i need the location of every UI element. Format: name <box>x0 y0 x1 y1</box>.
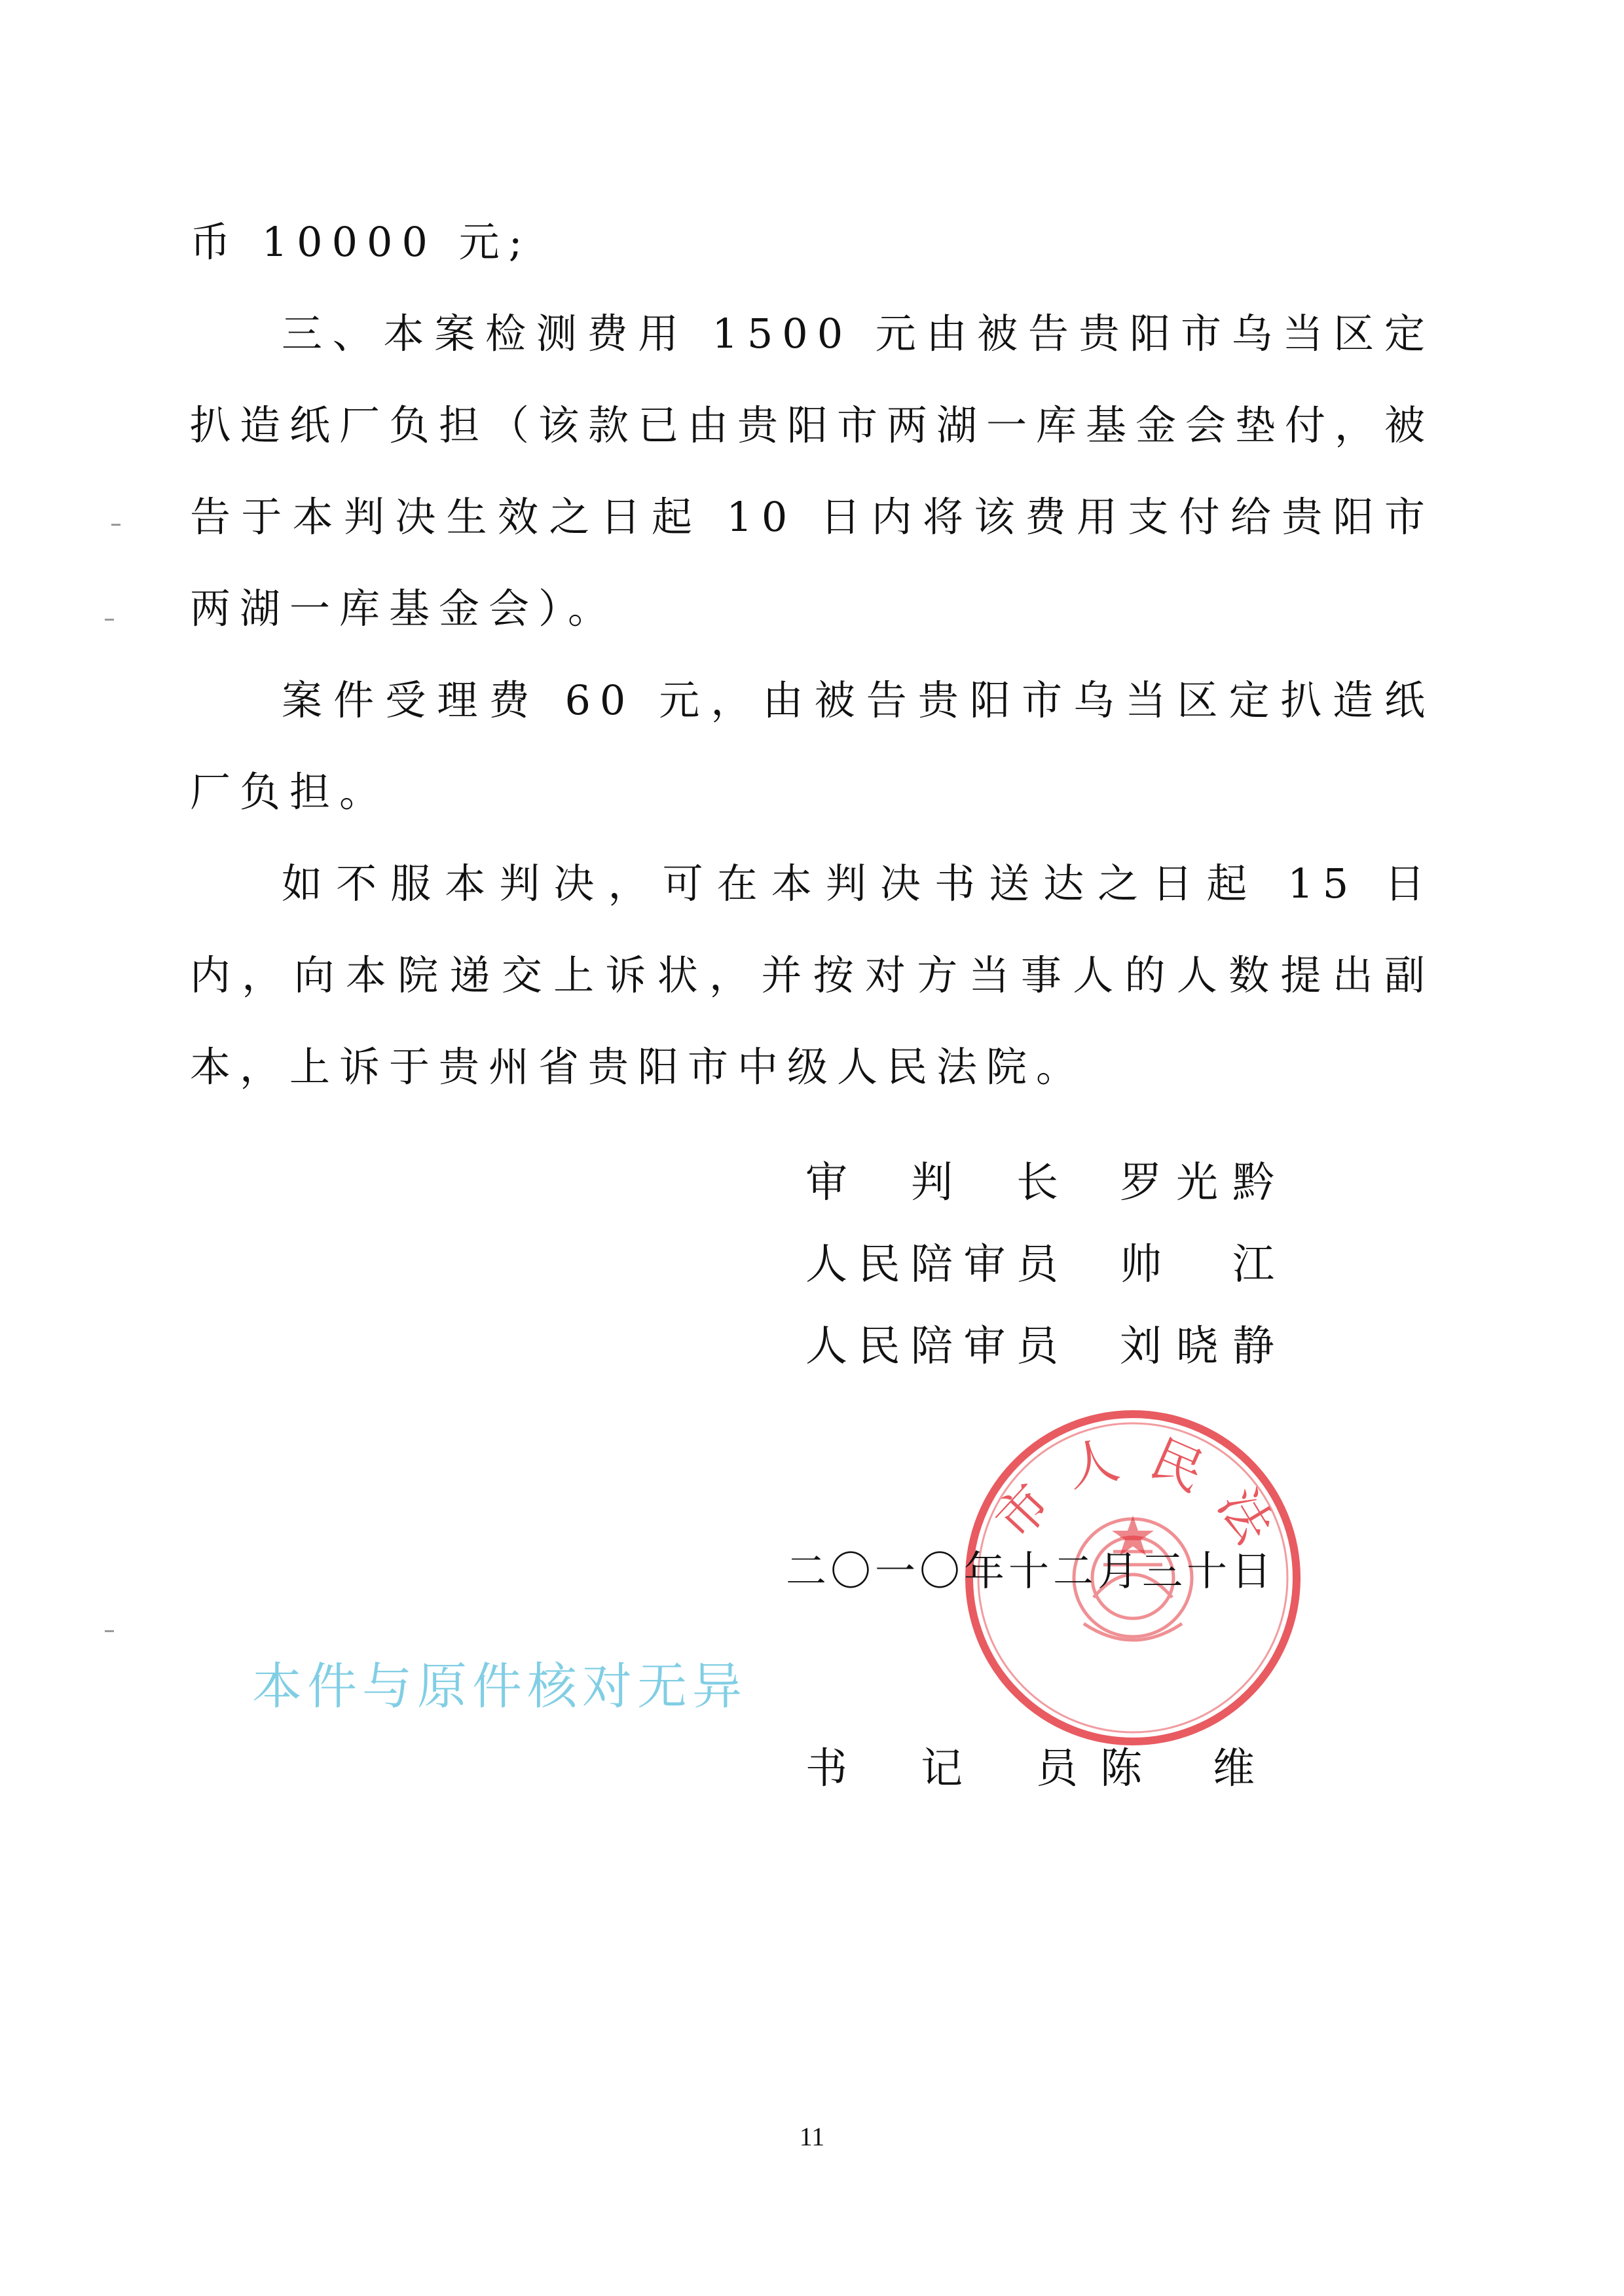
paragraph-appeal-notice: 如不服本判决，可在本判决书送达之日起 15 日内，向本院递交上诉状，并按对方当事人的人数提出副本，上诉于贵州省贵阳市中级人民法院。 <box>190 860 1434 1091</box>
signature-role: 书记员 <box>805 1745 1080 1793</box>
signature-juror-2 <box>805 1313 1277 1373</box>
signature-name: 刘晓静 <box>1120 1322 1277 1371</box>
seal-text: 市人民法 <box>984 1425 1296 1573</box>
scan-mark <box>105 1630 114 1632</box>
paragraph-case-fee: 案件受理费 60 元，由被告贵阳市乌当区定扒造纸厂负担。 <box>190 676 1434 816</box>
signature-name: 帅江 <box>1120 1241 1277 1289</box>
paragraph-fee-tail: 币 10000 元; <box>190 218 532 266</box>
scan-mark <box>105 619 114 621</box>
judgment-date: 二〇一〇年十二月三十日 <box>786 1547 1276 1595</box>
signature-name: 陈维 <box>1100 1745 1257 1793</box>
signature-juror-1 <box>805 1231 1277 1291</box>
signature-name: 罗光黔 <box>1120 1159 1277 1207</box>
verification-stamp: 本件与原件核对无异 <box>252 1657 747 1715</box>
signature-role: 人民陪审员 <box>805 1241 1061 1289</box>
page-number: 11 <box>799 2122 825 2151</box>
paragraph-item-three: 三、本案检测费用 1500 元由被告贵阳市乌当区定扒造纸厂负担（该款已由贵阳市两湖一库基金会垫付，被告于本判决生效之日起 10 日内将该费用支付给贵阳市两湖一库基金会）。 <box>190 310 1435 632</box>
signature-role: 人民陪审员 <box>805 1322 1061 1371</box>
signature-clerk <box>805 1735 1257 1795</box>
signature-presiding-judge <box>805 1149 1277 1209</box>
scan-mark <box>111 524 120 526</box>
judgment-body <box>190 196 1434 1113</box>
signature-role: 审判长 <box>805 1159 1061 1207</box>
